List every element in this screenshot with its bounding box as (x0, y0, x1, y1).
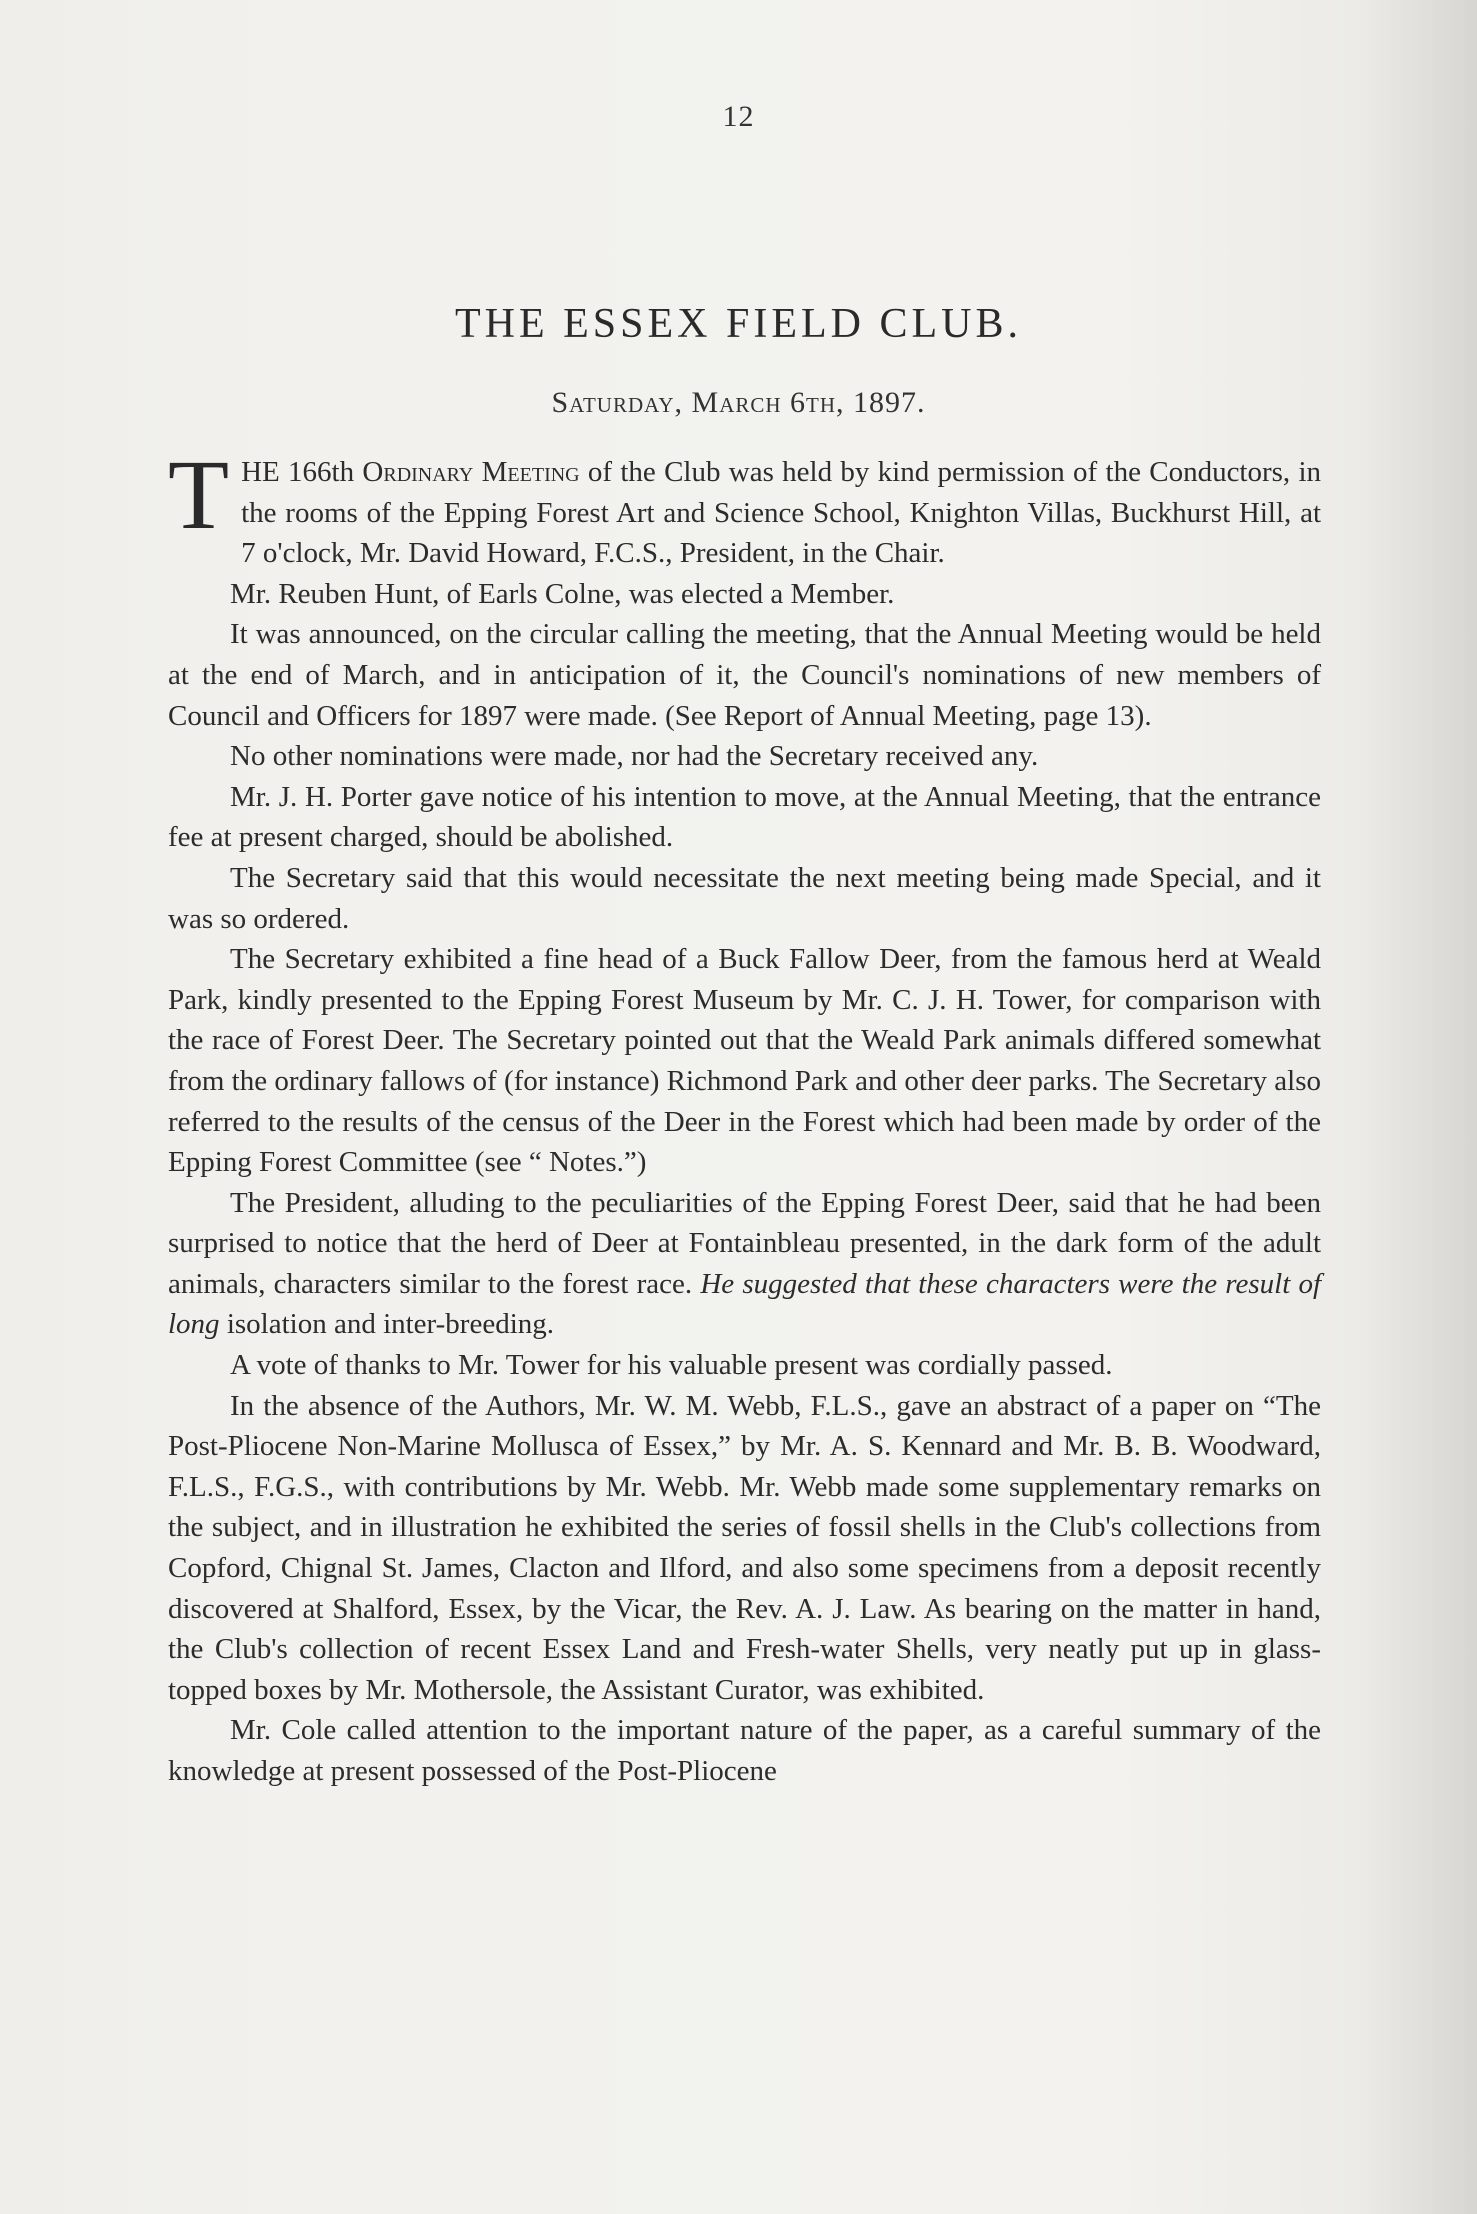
paragraph-president-remarks (168, 1183, 1321, 1345)
paragraph-nominations: No other nominations were made, nor had the Secretary received any. (230, 740, 1039, 773)
paragraph-mollusca-paper: In the absence of the Authors, Mr. W. M. Webb, F.L.S., gave an abstract of a paper on “The Post-Pliocene Non-Marine Mollusca of Essex,” by Mr. A. S. Kennard and Mr. B. B. Woodward, F.L.S., F.G.S., with contributions by Mr. Webb. Mr. Webb made some supplementary remarks on the subject, and in illustration he exhibited the series of fossil shells in the Club's collections from Copford, Chignal St. James, Clacton and Ilford, and also some specimens from a deposit recently discovered at Shalford, Essex, by the Vicar, the Rev. A. J. Law. As bearing on the matter in hand, the Club's collection of recent Essex Land and Fresh-water Shells, very neatly put up in glass-topped boxes by Mr. Mothersole, the Assistant Curator, was exhibited. (168, 1389, 1321, 1706)
paragraph-new-member: Mr. Reuben Hunt, of Earls Colne, was elected a Member. (230, 577, 895, 610)
paragraph-annual-meeting: It was announced, on the circular calling the meeting, that the Annual Meeting would be held at the end of March, and in anticipation of it, the Council's nominations of new members of Council and Officers for 1897 were made. (See Report of Annual Meeting, page 13). (168, 618, 1321, 732)
document-title: THE ESSEX FIELD CLUB. (455, 301, 1022, 347)
paragraph-vote-of-thanks: A vote of thanks to Mr. Tower for his valuable present was cordially passed. (230, 1349, 1113, 1382)
page-number: 12 (722, 100, 755, 133)
opening-rest: of the Club was held by kind permission of the Conductors, in the rooms of the Epping Forest Art and Science School, Knighton Villas, Buckhurst Hill, at 7 o'clock, Mr. David Howard, F.C.S., President, in the Chair. (241, 456, 1322, 570)
president-remarks-italic: He suggested that these characters were the result of long (168, 1267, 1321, 1341)
president-remarks-main: The President, alluding to the peculiarities of the Epping Forest Deer, said that he had been surprised to notice that the herd of Deer at Fontainbleau presented, in the dark form of the adult animals, characters similar to the forest race. (168, 1186, 1321, 1300)
paragraph-mr-cole: Mr. Cole called attention to the important nature of the paper, as a careful summary of the knowledge at present possessed of the Post-Pliocene (168, 1714, 1321, 1787)
ordinary-meeting-smallcaps: Ordinary Meeting (362, 456, 580, 488)
president-remarks-tail: isolation and inter-breeding. (219, 1308, 554, 1341)
document-body (168, 439, 1322, 1792)
paragraph-fallow-deer: The Secretary exhibited a fine head of a Buck Fallow Deer, from the famous herd at Weald Park, kindly presented to the Epping Forest Museum by Mr. C. J. H. Tower, for comparison with the race of Forest Deer. The Secretary pointed out that the Weald Park animals differed somewhat from the ordinary fallows of (for instance) Richmond Park and other deer parks. The Secretary also referred to the results of the census of the Deer in the Forest which had been made by order of the Epping Forest Committee (see “ Notes.”) (168, 943, 1321, 1179)
paragraph-special-meeting: The Secretary said that this would necessitate the next meeting being made Special, and it was so ordered. (168, 861, 1321, 935)
drop-cap: T (168, 439, 230, 550)
meeting-date: Saturday, March 6th, 1897. (551, 386, 926, 419)
paragraph-entrance-fee: Mr. J. H. Porter gave notice of his intention to move, at the Annual Meeting, that the entrance fee at present charged, should be abolished. (168, 780, 1321, 854)
opening-lead: HE 166th (241, 456, 355, 488)
paragraph-opening (168, 439, 1322, 574)
